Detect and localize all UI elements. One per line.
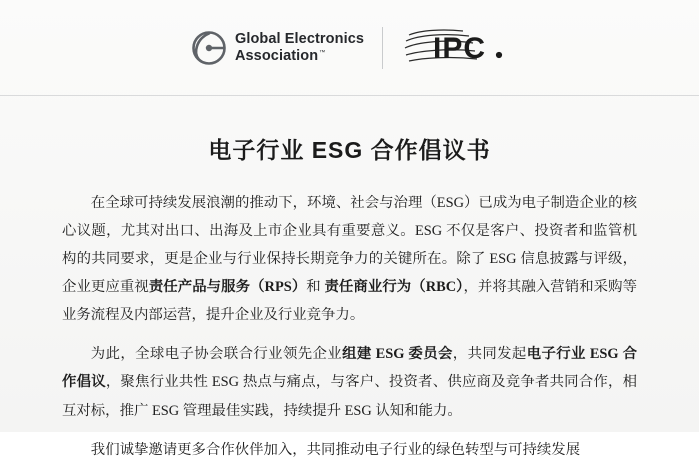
header-divider xyxy=(0,95,699,96)
paragraph-3: 我们诚挚邀请更多合作伙伴加入，共同推动电子行业的绿色转型与可持续发展 xyxy=(90,441,581,458)
global-electronics-association-wordmark xyxy=(235,31,364,64)
brand-line-2 xyxy=(235,48,364,65)
paragraph-1: 在全球可持续发展浪潮的推动下，环境、社会与治理（ESG）已成为电子制造企业的核心议题，尤其对出口、出海及上市企业具有重要意义。ESG 不仅是客户、投资者和监管机构的共同要求，更是企业与行业保持长期竞争力的关键所在。除了 ESG 信息披露与评级，企业更应重视责任产品与服务（RPS）和 责任商业行为（RBC），并将其融入营销和采购等业务流程及内部运营，提升企业及行业竞争力。 xyxy=(62,195,638,324)
ipc-logo-icon xyxy=(403,28,507,68)
document-body xyxy=(0,132,699,464)
document-header xyxy=(0,0,699,96)
brand-line-2-text: Association xyxy=(234,48,319,64)
global-electronics-association-brand xyxy=(192,31,382,65)
paragraph-list xyxy=(62,189,637,464)
trademark-symbol: ™ xyxy=(319,50,326,57)
global-electronics-association-logo-icon xyxy=(192,31,226,65)
brand-line-1: Global Electronics xyxy=(234,31,365,48)
logo-divider xyxy=(382,27,383,69)
header-logos xyxy=(192,27,507,69)
ipc-brand xyxy=(399,28,507,68)
svg-text:IPC: IPC xyxy=(433,32,487,65)
paragraph-2: 为此，全球电子协会联合行业领先企业组建 ESG 委员会，共同发起电子行业 ESG 合作倡议，聚焦行业共性 ESG 热点与痛点，与客户、投资者、供应商及竞争者共同合作，相互对标，推广 ESG 管理最佳实践，持续提升 ESG 认知和能力。 xyxy=(62,346,637,419)
page-title: 电子行业 ESG 合作倡议书 xyxy=(208,137,491,163)
